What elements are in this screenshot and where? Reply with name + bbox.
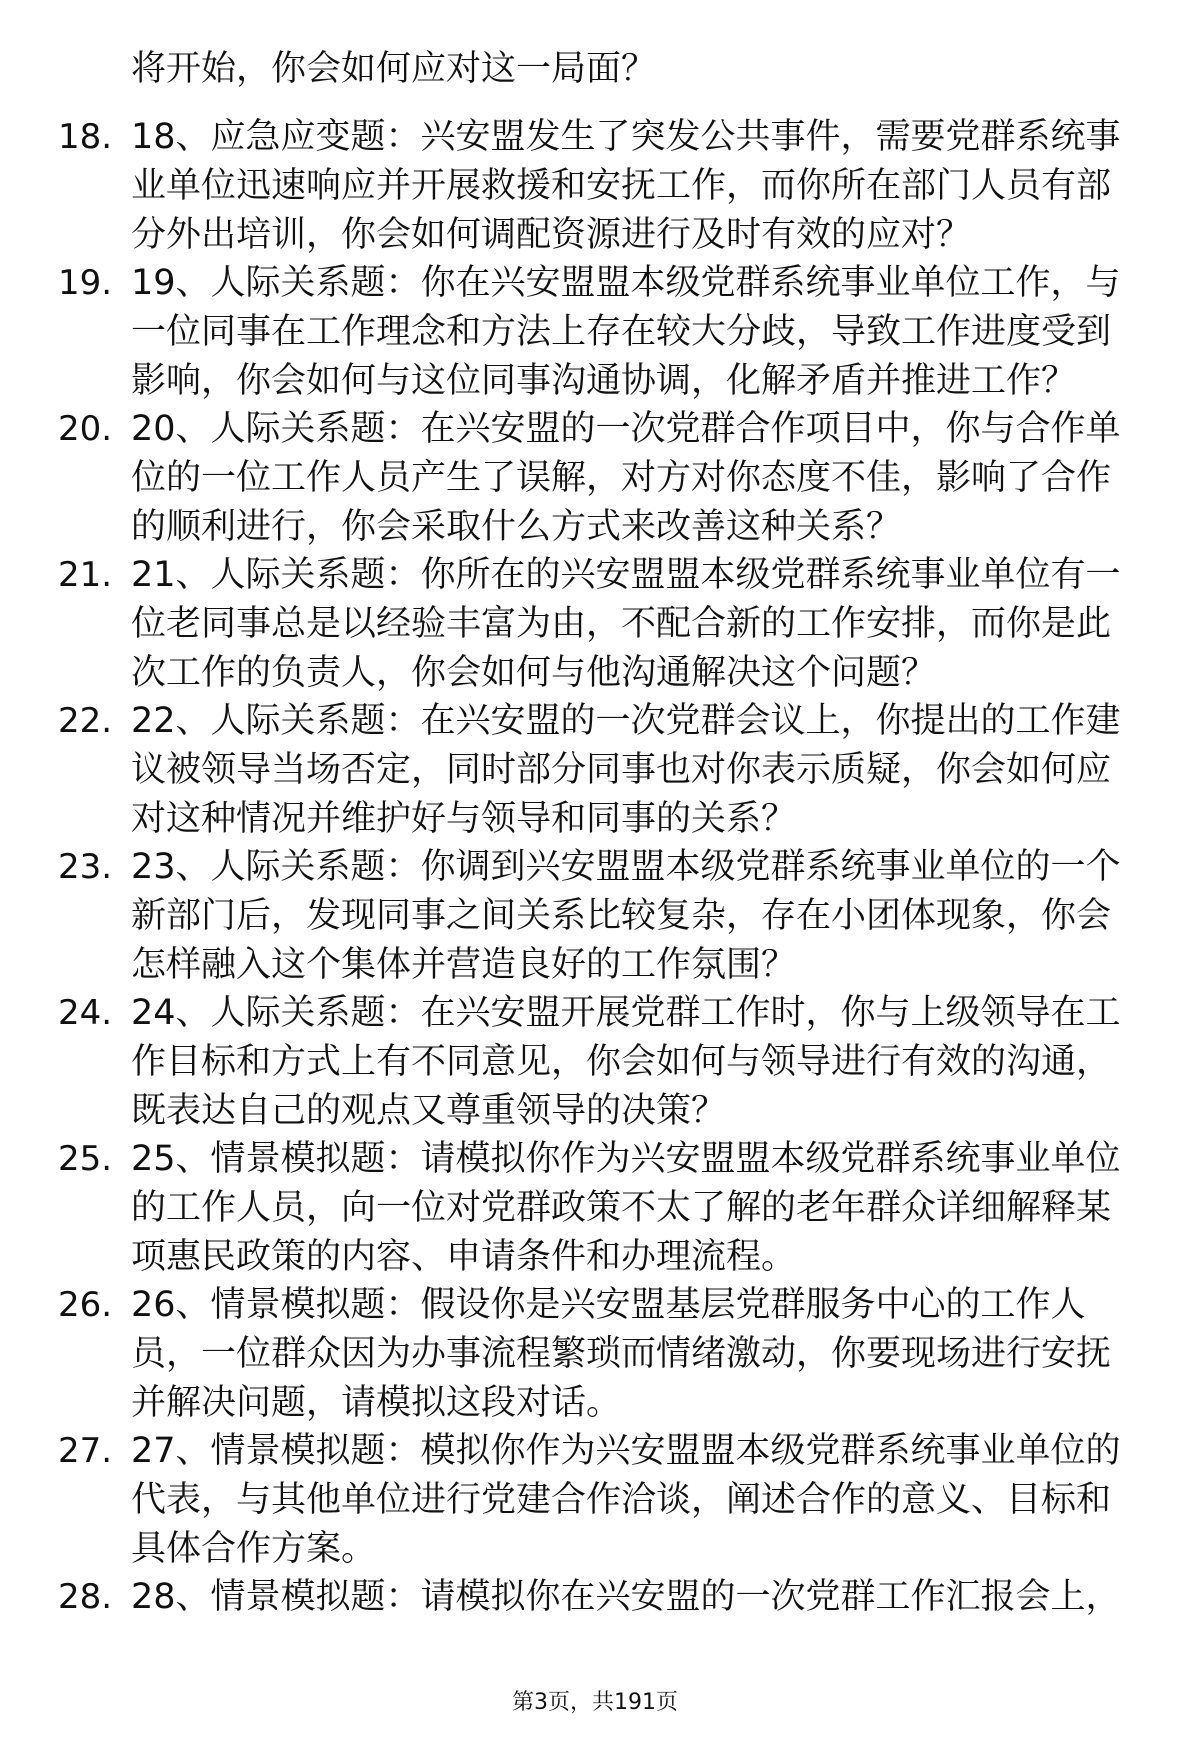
question-text xyxy=(131,697,1153,844)
question-number: 21. xyxy=(58,555,113,595)
question-item-23 xyxy=(0,843,1190,989)
question-line: 既表达自己的观点又尊重领导的决策？ xyxy=(131,1091,727,1131)
question-number: 24. xyxy=(58,993,113,1033)
question-number: 26. xyxy=(58,1285,113,1325)
question-line: 位的一位工作人员产生了误解，对方对你态度不佳，影响了合作 xyxy=(131,458,1112,498)
question-number: 25. xyxy=(58,1139,113,1179)
question-line: 具体合作方案。 xyxy=(131,1529,377,1569)
question-text xyxy=(131,1427,1153,1574)
question-item-24 xyxy=(0,989,1190,1135)
question-line: 的工作人员，向一位对党群政策不太了解的老年群众详细解释某 xyxy=(131,1188,1112,1228)
question-line: 位老同事总是以经验丰富为由，不配合新的工作安排，而你是此 xyxy=(131,604,1112,644)
continuation-text: 将开始，你会如何应对这一局面？ xyxy=(131,49,657,89)
question-line: 并解决问题，请模拟这段对话。 xyxy=(131,1383,622,1423)
question-number: 22. xyxy=(58,701,113,741)
question-line: 23、人际关系题：你调到兴安盟盟本级党群系统事业单位的一个 xyxy=(131,847,1121,887)
question-line: 27、情景模拟题：模拟你作为兴安盟盟本级党群系统事业单位的 xyxy=(131,1431,1121,1471)
question-line: 影响，你会如何与这位同事沟通协调，化解矛盾并推进工作？ xyxy=(131,361,1077,401)
question-text xyxy=(131,405,1153,552)
question-number: 19. xyxy=(58,263,113,303)
question-line: 20、人际关系题：在兴安盟的一次党群合作项目中，你与合作单 xyxy=(131,409,1121,449)
question-number: 27. xyxy=(58,1431,113,1471)
question-item-22 xyxy=(0,697,1190,843)
question-line: 19、人际关系题：你在兴安盟盟本级党群系统事业单位工作，与 xyxy=(131,263,1121,303)
question-line: 项惠民政策的内容、申请条件和办理流程。 xyxy=(131,1237,797,1277)
question-line: 代表，与其他单位进行党建合作洽谈，阐述合作的意义、目标和 xyxy=(131,1480,1112,1520)
question-line: 的顺利进行，你会采取什么方式来改善这种关系？ xyxy=(131,507,902,547)
question-text xyxy=(131,1573,1153,1622)
question-text xyxy=(131,843,1153,990)
question-number: 28. xyxy=(58,1577,113,1617)
question-line: 21、人际关系题：你所在的兴安盟盟本级党群系统事业单位有一 xyxy=(131,555,1121,595)
question-item-19 xyxy=(0,259,1190,405)
question-line: 新部门后，发现同事之间关系比较复杂，存在小团体现象，你会 xyxy=(131,896,1112,936)
question-item-28 xyxy=(0,1573,1190,1625)
question-line: 24、人际关系题：在兴安盟开展党群工作时，你与上级领导在工 xyxy=(131,993,1121,1033)
question-number: 20. xyxy=(58,409,113,449)
question-line: 分外出培训，你会如何调配资源进行及时有效的应对？ xyxy=(131,215,972,255)
question-item-26 xyxy=(0,1281,1190,1427)
question-line: 18、应急应变题：兴安盟发生了突发公共事件，需要党群系统事 xyxy=(131,117,1121,157)
question-item-20 xyxy=(0,405,1190,551)
question-number: 18. xyxy=(58,117,113,157)
question-line: 员，一位群众因为办事流程繁琐而情绪激动，你要现场进行安抚 xyxy=(131,1334,1112,1374)
question-line: 25、情景模拟题：请模拟你作为兴安盟盟本级党群系统事业单位 xyxy=(131,1139,1121,1179)
question-item-27 xyxy=(0,1427,1190,1573)
question-line: 对这种情况并维护好与领导和同事的关系？ xyxy=(131,799,797,839)
question-list xyxy=(0,113,1190,1625)
question-number: 23. xyxy=(58,847,113,887)
question-text xyxy=(131,1281,1153,1428)
question-item-21 xyxy=(0,551,1190,697)
question-text xyxy=(131,989,1153,1136)
page-footer: 第3页，共191页 xyxy=(512,1690,678,1715)
question-line: 业单位迅速响应并开展救援和安抚工作，而你所在部门人员有部 xyxy=(131,166,1112,206)
question-text xyxy=(131,1135,1153,1282)
question-line: 次工作的负责人，你会如何与他沟通解决这个问题？ xyxy=(131,653,937,693)
question-text xyxy=(131,259,1153,406)
question-item-25 xyxy=(0,1135,1190,1281)
question-text xyxy=(131,551,1153,698)
question-line: 怎样融入这个集体并营造良好的工作氛围？ xyxy=(131,945,797,985)
question-line: 26、情景模拟题：假设你是兴安盟基层党群服务中心的工作人 xyxy=(131,1285,1086,1325)
question-line: 作目标和方式上有不同意见，你会如何与领导进行有效的沟通， xyxy=(131,1042,1112,1082)
question-line: 一位同事在工作理念和方法上存在较大分歧，导致工作进度受到 xyxy=(131,312,1112,352)
question-line: 议被领导当场否定，同时部分同事也对你表示质疑，你会如何应 xyxy=(131,750,1112,790)
question-text xyxy=(131,113,1153,260)
question-line: 28、情景模拟题：请模拟你在兴安盟的一次党群工作汇报会上， xyxy=(131,1577,1121,1617)
question-item-18 xyxy=(0,113,1190,259)
question-line: 22、人际关系题：在兴安盟的一次党群会议上，你提出的工作建 xyxy=(131,701,1121,741)
